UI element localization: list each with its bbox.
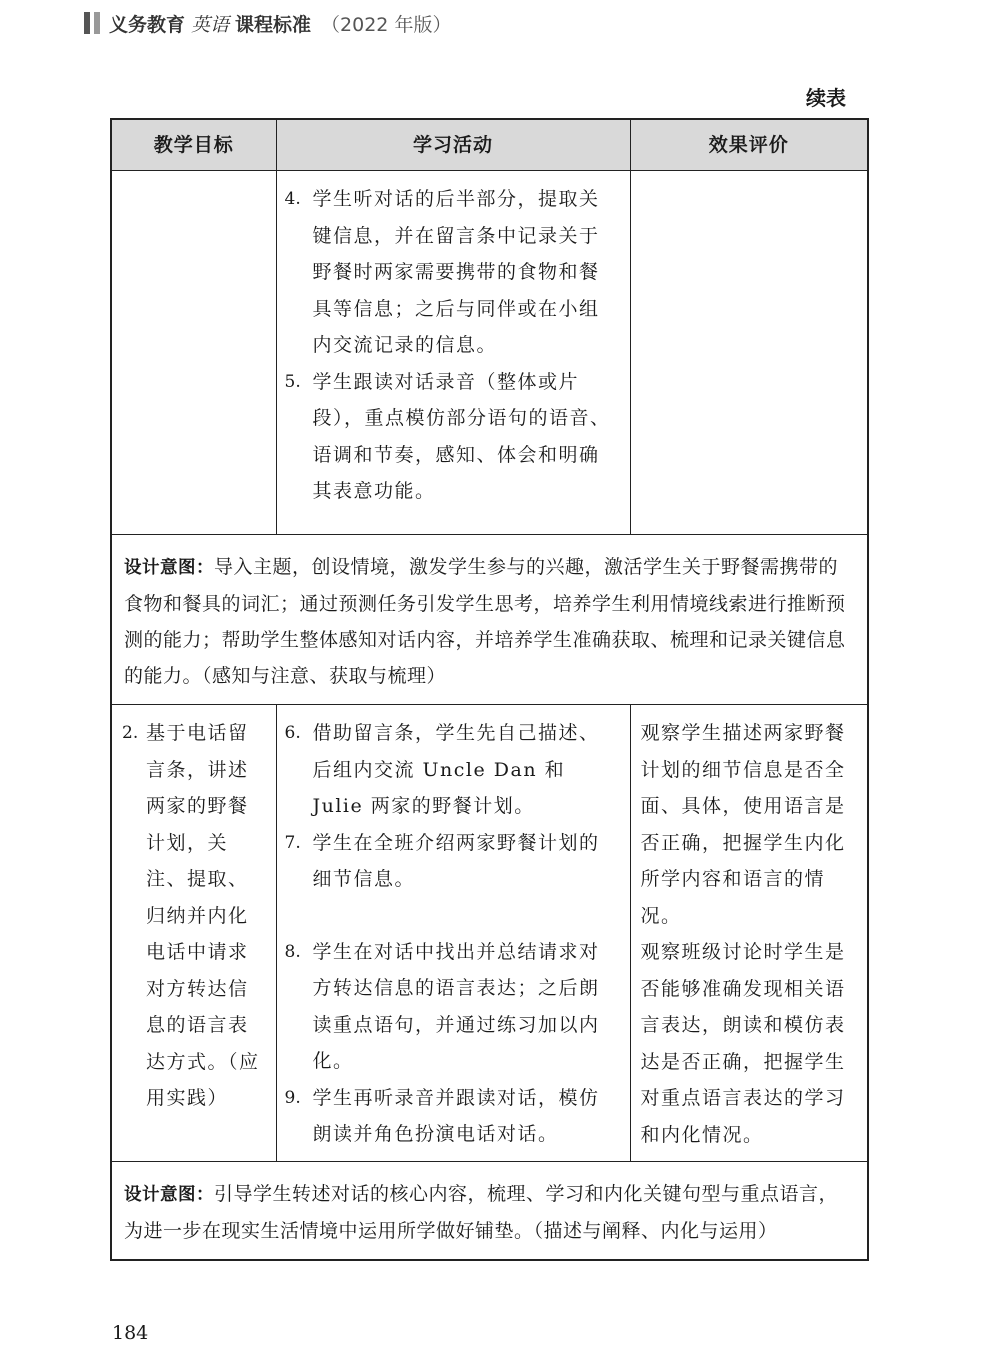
column-header-goal: 教学目标 [111, 119, 276, 171]
item-text: 借助留言条，学生先自己描述、后组内交流 Uncle Dan 和 Julie 两家的野餐计划。 [312, 722, 600, 817]
evaluation-cell [630, 705, 868, 1162]
design-intent-text: 引导学生转述对话的核心内容，梳理、学习和内化关键句型与重点语言，为进一步在现实生活情境中运用所学做好铺垫。（描述与阐释、内化与运用） [124, 1183, 839, 1242]
item-number: 5. [284, 371, 301, 392]
design-intent-row [111, 1162, 868, 1261]
header-title-version: （2022 年版） [321, 13, 452, 36]
table-row [111, 171, 868, 535]
design-intent-label: 设计意图： [124, 558, 214, 578]
item-text: 学生在全班介绍两家野餐计划的细节信息。 [312, 831, 600, 890]
continued-label: 续表 [806, 86, 846, 110]
item-number: 4. [284, 189, 301, 209]
goal-cell [111, 171, 276, 535]
header-title-standard: 课程标准 [235, 13, 312, 36]
goal-item [122, 715, 268, 1117]
item-number: 8. [284, 941, 301, 962]
lesson-plan-table [110, 118, 869, 1261]
header-title-main: 义务教育 [109, 13, 186, 36]
evaluation-cell [630, 171, 868, 535]
item-number: 6. [284, 723, 301, 743]
activity-list [285, 934, 618, 1153]
table-row [111, 705, 868, 1162]
design-intent-row [111, 535, 868, 705]
design-intent-cell [111, 1162, 868, 1261]
goal-cell [111, 705, 276, 1162]
column-header-activity: 学习活动 [276, 119, 630, 171]
item-text: 学生再听录音并跟读对话，模仿朗读并角色扮演电话对话。 [312, 1086, 600, 1145]
list-item [285, 181, 618, 364]
item-text: 学生跟读对话录音（整体或片段），重点模仿部分语句的语音、语调和节奏，感知、体会和明确其表意功能。 [312, 370, 611, 502]
list-item [285, 825, 618, 898]
list-item [285, 364, 618, 510]
item-number: 9. [284, 1087, 301, 1108]
activity-cell [276, 171, 630, 535]
design-intent-label: 设计意图： [124, 1185, 214, 1205]
column-header-evaluation: 效果评价 [630, 119, 868, 171]
list-item [285, 1080, 618, 1153]
item-number: 7. [284, 832, 301, 853]
activity-list [285, 715, 618, 898]
evaluation-text: 观察班级讨论时学生是否能够准确发现相关语言表达，朗读和模仿表达是否正确，把握学生对重点语言表达的学习和内化情况。 [640, 941, 846, 1146]
item-text: 学生听对话的后半部分，提取关键信息，并在留言条中记录关于野餐时两家需要携带的食物和餐具等信息；之后与同伴或在小组内交流记录的信息。 [312, 188, 600, 356]
item-text: 学生在对话中找出并总结请求对方转达信息的语言表达；之后朗读重点语句，并通过练习加以内化。 [312, 940, 600, 1072]
goal-number: 2. [122, 723, 139, 743]
table-header-row [111, 119, 868, 171]
header-title-subject: 英语 [191, 13, 230, 36]
goal-text: 基于电话留言条，讲述两家的野餐计划，关注、提取、归纳并内化电话中请求对方转达信息的语言表达方式。（应用实践） [146, 722, 260, 1109]
list-item [285, 934, 618, 1080]
evaluation-text: 观察学生描述两家野餐计划的细节信息是否全面、具体，使用语言是否正确，把握学生内化所学内容和语言的情况。 [640, 722, 846, 927]
activity-list [285, 181, 618, 510]
design-intent-cell [111, 535, 868, 705]
header-bars-icon [84, 12, 100, 34]
page-number: 184 [112, 1322, 149, 1344]
design-intent-text: 导入主题，创设情境，激发学生参与的兴趣，激活学生关于野餐需携带的食物和餐具的词汇；通过预测任务引发学生思考，培养学生利用情境线索进行推断预测的能力；帮助学生整体感知对话内容，并培养学生准确获取、梳理和记录关键信息的能力。（感知与注意、获取与梳理） [124, 556, 846, 687]
list-item [285, 715, 618, 825]
activity-cell [276, 705, 630, 1162]
running-header [84, 10, 451, 36]
